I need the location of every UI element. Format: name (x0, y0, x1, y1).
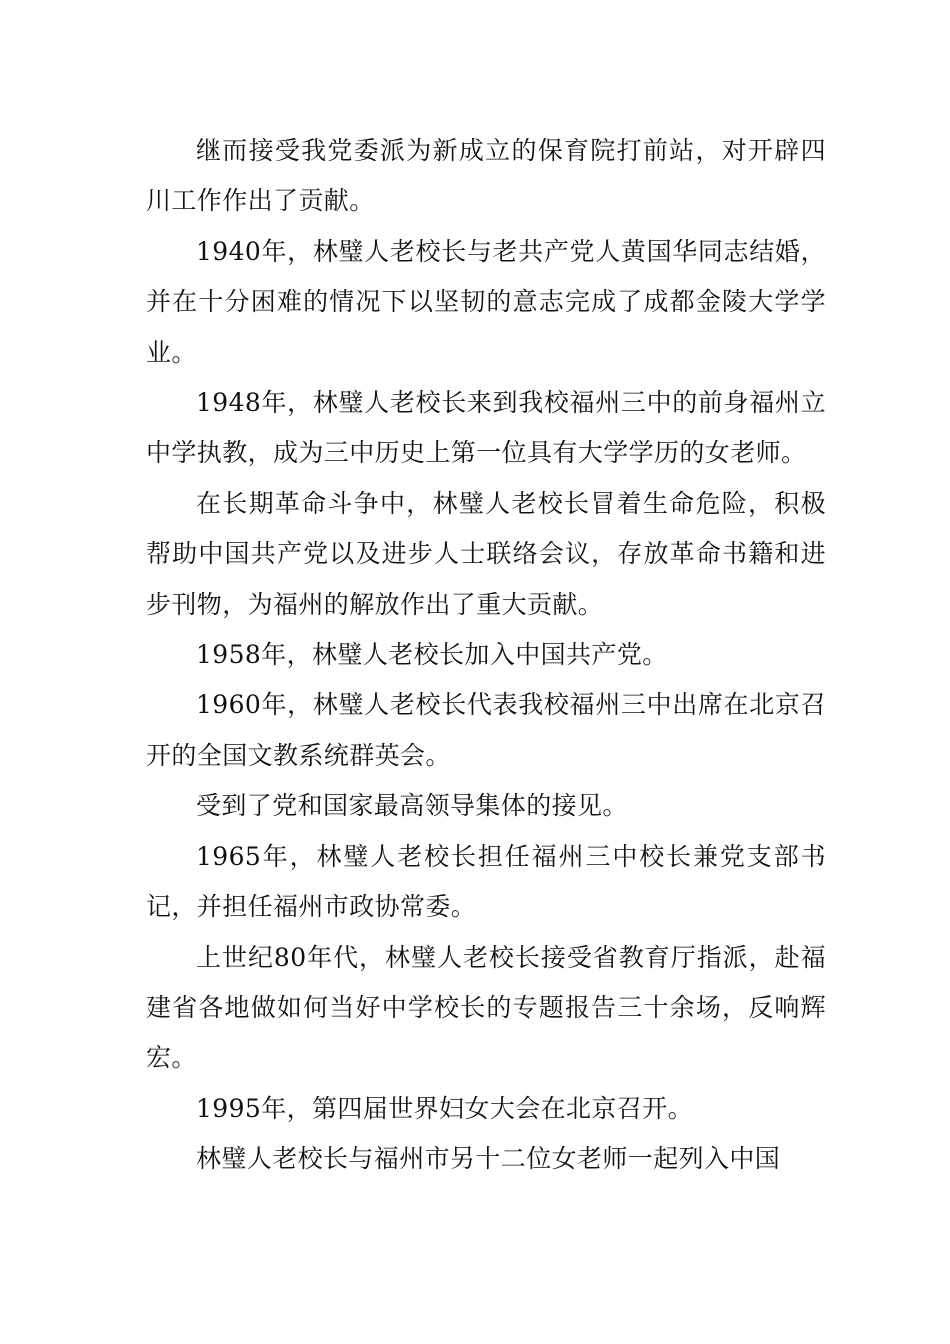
paragraph: 1948年，林璧人老校长来到我校福州三中的前身福州立中学执教，成为三中历史上第一位具有大学学历的女老师。 (146, 388, 826, 468)
paragraph: 上世纪80年代，林璧人老校长接受省教育厅指派，赴福建省各地做如何当好中学校长的专题报告三十余场，反响辉宏。 (146, 942, 826, 1073)
paragraph: 受到了党和国家最高领导集体的接见。 (196, 791, 628, 821)
paragraph: 1995年，第四届世界妇女大会在北京召开。 (196, 1093, 694, 1123)
paragraph: 继而接受我党委派为新成立的保育院打前站，对开辟四川工作作出了贡献。 (146, 136, 826, 216)
paragraph: 在长期革命斗争中，林璧人老校长冒着生命危险，积极帮助中国共产党以及进步人士联络会议，存放革命书籍和进步刊物，为福州的解放作出了重大贡献。 (146, 488, 826, 619)
paragraph: 1965年，林璧人老校长担任福州三中校长兼党支部书记，并担任福州市政协常委。 (146, 841, 826, 922)
document-body (146, 126, 826, 1185)
paragraph: 1960年，林璧人老校长代表我校福州三中出席在北京召开的全国文教系统群英会。 (146, 690, 826, 770)
paragraph: 1940年，林璧人老校长与老共产党人黄国华同志结婚，并在十分困难的情况下以坚韧的意志完成了成都金陵大学学业。 (146, 236, 826, 367)
paragraph: 林璧人老校长与福州市另十二位女老师一起列入中国 (196, 1144, 781, 1174)
paragraph: 1958年，林璧人老校长加入中国共产党。 (196, 640, 668, 670)
